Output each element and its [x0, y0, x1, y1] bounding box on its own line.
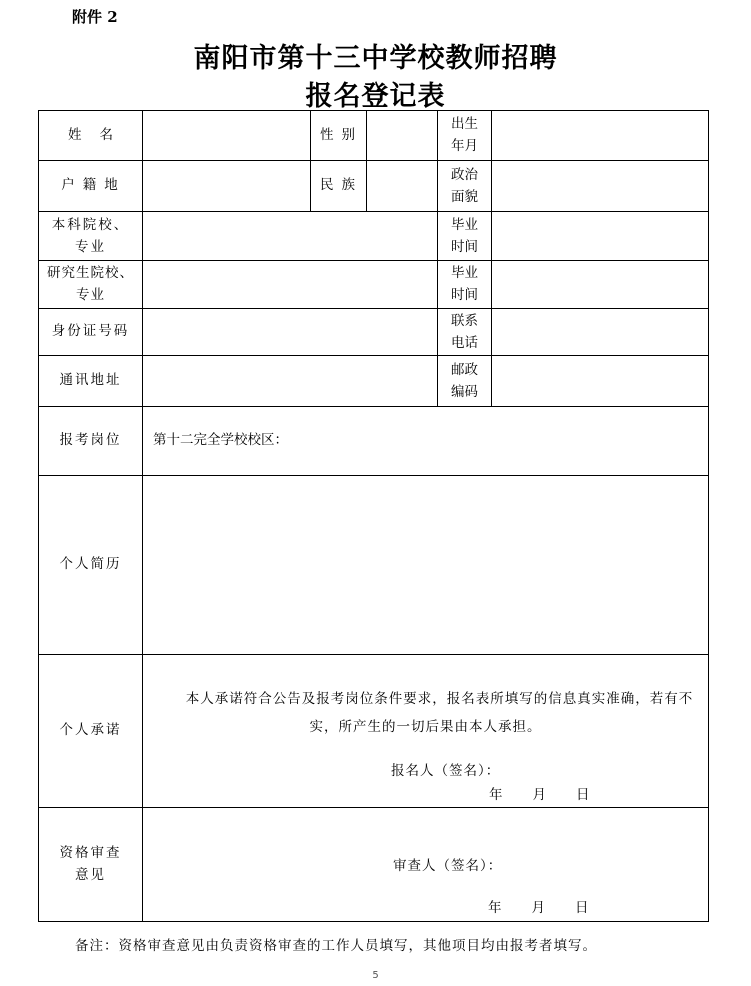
form-title-line2: 报名登记表	[305, 81, 446, 112]
gender-label: 性别	[311, 111, 367, 161]
undergrad-label	[39, 212, 143, 261]
undergrad-label-line1: 本科院校、	[51, 216, 130, 233]
grad-time-label	[438, 212, 492, 261]
undergrad-field[interactable]	[143, 212, 438, 261]
political-label-line1: 政治	[451, 166, 478, 183]
reviewer-signature[interactable]: 审查人（签名）：	[393, 858, 503, 874]
postcode-label	[438, 356, 492, 407]
row-household	[39, 161, 709, 212]
phone-field[interactable]	[492, 309, 709, 356]
postcode-label-line1: 邮政	[451, 361, 478, 378]
birth-label-line1: 出生	[451, 116, 478, 133]
pledge-label: 个人承诺	[39, 655, 143, 808]
registration-form-table	[38, 110, 709, 922]
postgrad-label-line2: 专业	[76, 287, 105, 304]
grad-time2-label-line2: 时间	[451, 287, 478, 304]
pledge-text: 本人承诺符合公告及报考岗位条件要求，报名表所填写的信息真实准确，若有不实，所产生的一切后果由本人承担。	[185, 691, 694, 735]
postgrad-label	[39, 261, 143, 309]
postgrad-field[interactable]	[143, 261, 438, 309]
birth-field[interactable]	[492, 111, 709, 161]
grad-time-label-line2: 时间	[451, 238, 478, 255]
reviewer-date[interactable]: 年 月 日	[488, 900, 590, 916]
postcode-field[interactable]	[492, 356, 709, 407]
gender-field[interactable]	[367, 111, 438, 161]
applicant-signature[interactable]: 报名人（签名）：	[391, 763, 501, 779]
political-label	[438, 161, 492, 212]
row-id	[39, 309, 709, 356]
row-address	[39, 356, 709, 407]
phone-label-line1: 联系	[451, 312, 478, 329]
grad-time-label-line1: 毕业	[451, 216, 478, 233]
birth-label-line2: 年月	[451, 138, 478, 155]
grad-time2-label-line1: 毕业	[451, 265, 478, 282]
name-label: 姓名	[39, 111, 143, 161]
row-resume	[39, 476, 709, 655]
row-undergrad	[39, 212, 709, 261]
position-label: 报考岗位	[39, 407, 143, 476]
address-field[interactable]	[143, 356, 438, 407]
review-cell	[143, 808, 709, 922]
household-field[interactable]	[143, 161, 311, 212]
review-label-line2: 意见	[75, 867, 106, 884]
form-note: 备注：资格审查意见由负责资格审查的工作人员填写，其他项目均由报考者填写。	[75, 938, 597, 954]
row-name	[39, 111, 709, 161]
address-label: 通讯地址	[39, 356, 143, 407]
phone-label-line2: 电话	[451, 334, 478, 351]
grad-time2-label	[438, 261, 492, 309]
ethnicity-label: 民族	[311, 161, 367, 212]
position-field[interactable]: 第十二完全学校校区：	[143, 407, 709, 476]
page-number: 5	[372, 970, 379, 981]
postcode-label-line2: 编码	[451, 383, 478, 400]
ethnicity-field[interactable]	[367, 161, 438, 212]
phone-label	[438, 309, 492, 356]
row-review	[39, 808, 709, 922]
undergrad-label-line2: 专业	[75, 238, 106, 255]
form-title-line1: 南阳市第十三中学校教师招聘	[193, 43, 558, 74]
review-label	[39, 808, 143, 922]
review-label-line1: 资格审查	[59, 845, 122, 862]
attachment-label: 附件 2	[72, 8, 118, 26]
birth-label	[438, 111, 492, 161]
political-label-line2: 面貌	[451, 188, 478, 205]
resume-label: 个人简历	[39, 476, 143, 655]
row-pledge	[39, 655, 709, 808]
grad-time2-field[interactable]	[492, 261, 709, 309]
row-position	[39, 407, 709, 476]
household-label: 户籍地	[39, 161, 143, 212]
pledge-cell	[143, 655, 709, 808]
grad-time-field[interactable]	[492, 212, 709, 261]
id-number-label: 身份证号码	[39, 309, 143, 356]
political-field[interactable]	[492, 161, 709, 212]
resume-field[interactable]	[143, 476, 709, 655]
name-field[interactable]	[143, 111, 311, 161]
applicant-date[interactable]: 年 月 日	[489, 787, 591, 803]
row-postgrad	[39, 261, 709, 309]
id-number-field[interactable]	[143, 309, 438, 356]
postgrad-label-line1: 研究生院校、	[47, 265, 134, 282]
